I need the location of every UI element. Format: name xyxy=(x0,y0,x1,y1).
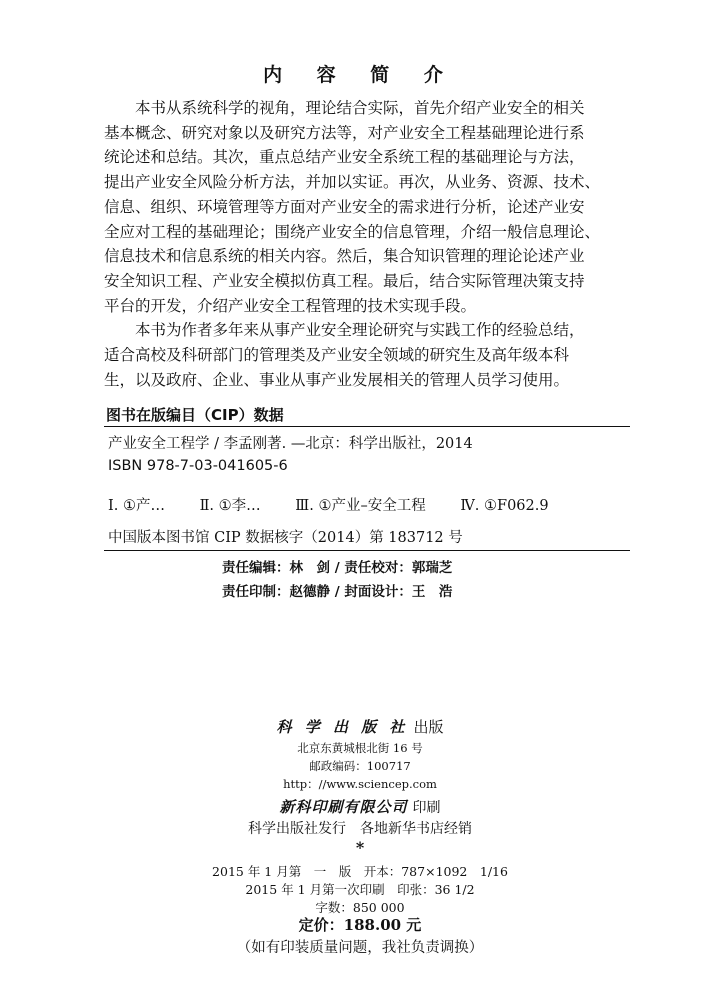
quality-notice: （如有印装质量问题，我社负责调换） xyxy=(236,940,484,956)
intro-line: 安全知识工程、产业安全模拟仿真工程。最后，结合实际管理决策支持 xyxy=(104,271,585,290)
price: 定价：188.00 元 xyxy=(298,916,422,934)
printing-line: 2015 年 1 月第一次印刷 印张：36 1/2 xyxy=(245,882,475,897)
cip-isbn: ISBN 978-7-03-041605-6 xyxy=(108,458,288,474)
separator-star: * xyxy=(355,838,365,857)
intro-paragraph-1 xyxy=(104,96,634,318)
cip-class-1: Ⅰ. ①产… xyxy=(108,498,165,514)
cip-heading: 图书在版编目（CIP）数据 xyxy=(106,406,284,424)
distribution-line: 科学出版社发行 各地新华书店经销 xyxy=(248,821,472,837)
cip-classifications xyxy=(108,494,579,515)
intro-line: 全应对工程的基础理论；围绕产业安全的信息管理，介绍一般信息理论、 xyxy=(104,222,601,241)
introduction xyxy=(104,96,634,392)
printer-logo: 新科印刷有限公司 xyxy=(279,798,408,816)
publisher-address: 北京东黄城根北街 16 号 xyxy=(297,741,423,755)
intro-line: 信息技术和信息系统的相关内容。然后，集合知识管理的理论论述产业 xyxy=(104,247,585,266)
credit-editors: 责任编辑：林 剑 / 责任校对：郭瑞芝 xyxy=(222,560,453,576)
cip-number: 中国版本图书馆 CIP 数据核字（2014）第 183712 号 xyxy=(108,530,463,546)
intro-line: 基本概念、研究对象以及研究方法等，对产业安全工程基础理论进行系 xyxy=(104,123,585,142)
publisher-line xyxy=(0,716,720,737)
intro-line: 提出产业安全风险分析方法，并加以实证。再次，从业务、资源、技术、 xyxy=(104,173,601,192)
publisher-url: http：//www.sciencep.com xyxy=(283,777,437,791)
intro-line: 本书从系统科学的视角，理论结合实际，首先介绍产业安全的相关 xyxy=(135,99,585,117)
printer-line xyxy=(0,796,720,817)
cip-record: 产业安全工程学 / 李孟刚著. —北京：科学出版社，2014 xyxy=(108,436,473,452)
intro-line: 平台的开发，介绍产业安全工程管理的技术实现手段。 xyxy=(104,296,477,315)
cip-top-rule xyxy=(104,426,630,427)
intro-line: 本书为作者多年来从事产业安全理论研究与实践工作的经验总结， xyxy=(135,321,585,340)
intro-line: 统论述和总结。其次，重点总结产业安全系统工程的基础理论与方法， xyxy=(104,148,585,167)
publisher-logo: 科 学 出 版 社 xyxy=(276,718,409,736)
intro-line: 适合高校及科研部门的管理类及产业安全领域的研究生及高年级本科 xyxy=(104,346,570,365)
intro-paragraph-2 xyxy=(104,318,634,392)
publisher-postcode: 邮政编码：100717 xyxy=(309,759,411,773)
edition-line: 2015 年 1 月第 一 版 开本：787×1092 1/16 xyxy=(212,864,508,879)
publisher-suffix: 出版 xyxy=(413,718,444,736)
credit-production: 责任印制：赵德静 / 封面设计：王 浩 xyxy=(222,584,453,600)
intro-line: 信息、组织、环境管理等方面对产业安全的需求进行分析，论述产业安 xyxy=(104,197,585,216)
intro-line: 生，以及政府、企业、事业从事产业发展相关的管理人员学习使用。 xyxy=(104,370,570,389)
cip-class-3: Ⅲ. ①产业–安全工程 xyxy=(295,498,426,514)
cip-class-2: Ⅱ. ①李… xyxy=(199,498,261,514)
cip-class-4: Ⅳ. ①F062.9 xyxy=(460,498,549,514)
page-title: 内 容 简 介 xyxy=(263,64,457,86)
word-count: 字数：850 000 xyxy=(315,900,405,915)
cip-bottom-rule xyxy=(104,550,630,551)
printer-suffix: 印刷 xyxy=(412,800,441,816)
